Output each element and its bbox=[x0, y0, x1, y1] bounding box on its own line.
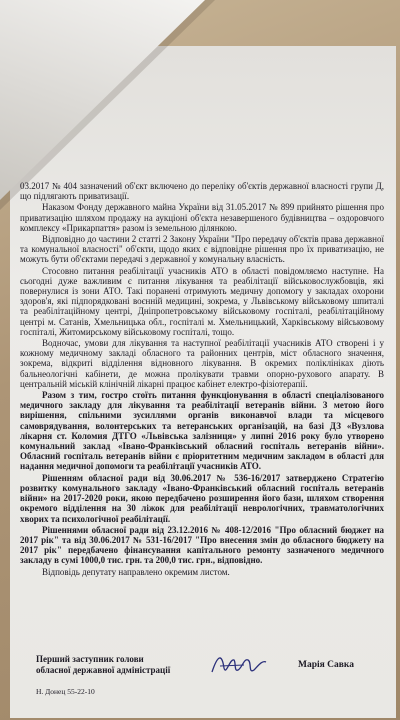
paragraph-budget-funding: Рішеннями обласної ради від 23.12.2016 № 408-12/2016 "Про обласний бюджет на 2017 рік" та від 30.06.2017 № 531-16/2017 "Про внесення змін до обласного бюджету на 2017 рік" передбачено фінансування капітального ремонту зазначеного медичного закладу в сумі 1000,0 тис. грн. та 200,0 тис. грн., відповідно. bbox=[20, 524, 384, 566]
paragraph-veterans-hospital: Разом з тим, гостро стоїть питання функціонування в області спеціалізованого медичного закладу для лікування та реабілітації ветеранів війни. З метою його вирішення, спільними зусиллями органів виконавчої влади та місцевого самоврядування, волонтерських та ветеранських організацій, на базі ДЗ «Вузлова лікарня ст. Коломия ДТГО «Львівська залізниця» у липні 2016 року було утворено комунальний заклад «Івано-Франківський обласний госпіталь ветеранів війни». Обласний госпіталь ветеранів війни є пріоритетним медичним закладом в області для надання медичної допомоги та реабілітації учасників АТО. bbox=[20, 390, 384, 472]
signatory-title-line1: Перший заступник голови bbox=[36, 654, 144, 664]
paragraph-ato-rehabilitation: Стосовно питання реабілітації учасників АТО в області повідомляємо наступне. На сьогодні дуже важливим є питання лікування та реабілітації військовослужбовців, які повернулися із зони АТО. Такі поранені отримують медичну допомогу у закладах охорони здоров'я, які підпорядковані воєнній медицині, зокрема, у Львівському військовому шпиталі та реабілітаційному центрі, Дніпропетровському військовому госпіталі, реабілітаційному центрі м. Сатанів, Хмельницька обл., госпіталі м. Хмельницький, Харківському військовому госпіталі, Житомирському військовому госпіталі, тощо. bbox=[20, 265, 384, 337]
paragraph-privatization-list: 03.2017 № 404 зазначений об'єкт включено до переліку об'єктів державної власності групи Д, що підлягають приватизації. bbox=[20, 181, 384, 202]
signature-block bbox=[36, 654, 386, 676]
signatory-name: Марія Савка bbox=[298, 660, 354, 670]
signatory-title-line2: обласної державної адміністрації bbox=[36, 665, 171, 675]
paragraph-development-strategy: Рішенням обласної ради від 30.06.2017 № 536-16/2017 затверджено Стратегію розвитку комунального закладу «Івано-Франківський обласний госпіталь ветеранів війни» на 2017-2020 роки, якою передбачено розширення його бази, шляхом створення окремого відділення на 30 ліжок для реабілітації неврологічних, травматологічних хворих та психологічної реабілітації. bbox=[20, 472, 384, 524]
letter-body bbox=[20, 181, 384, 577]
paragraph-law-reference: Відповідно до частини 2 статті 2 Закону України "Про передачу об'єктів права державної та комунальної власності" об'єкти, щодо яких є відповідне рішення про їх приватизацію, не можуть бути об'єктами передачі з державної у комунальну власність. bbox=[20, 234, 384, 265]
handwritten-signature bbox=[208, 650, 268, 680]
paragraph-property-fund-order: Наказом Фонду державного майна України від 31.05.2017 № 899 прийнято рішення про приватизацію шляхом продажу на аукціоні об'єкта незавершеного будівництва – оздоровчого комплексу «Прикарпаття» разом із земельною ділянкою. bbox=[20, 202, 384, 233]
paragraph-treatment-conditions: Водночас, умови для лікування та наступної реабілітації учасників АТО створені і у кожному медичному закладі обласного та районних центрів, міст обласного значення, зокрема, відкриті відділення відновного лікування. В окремих поліклініках діють бальнеологічні кабінети, де можна пролікувати травми опорно-рухового апарату. В центральній міській клінічній лікарні працює кабінет електро-фізіотерапії. bbox=[20, 338, 384, 389]
executor-note: Н. Донец 55-22-10 bbox=[36, 687, 95, 696]
paragraph-reply-sent: Відповідь депутату направлено окремим листом. bbox=[42, 566, 230, 577]
